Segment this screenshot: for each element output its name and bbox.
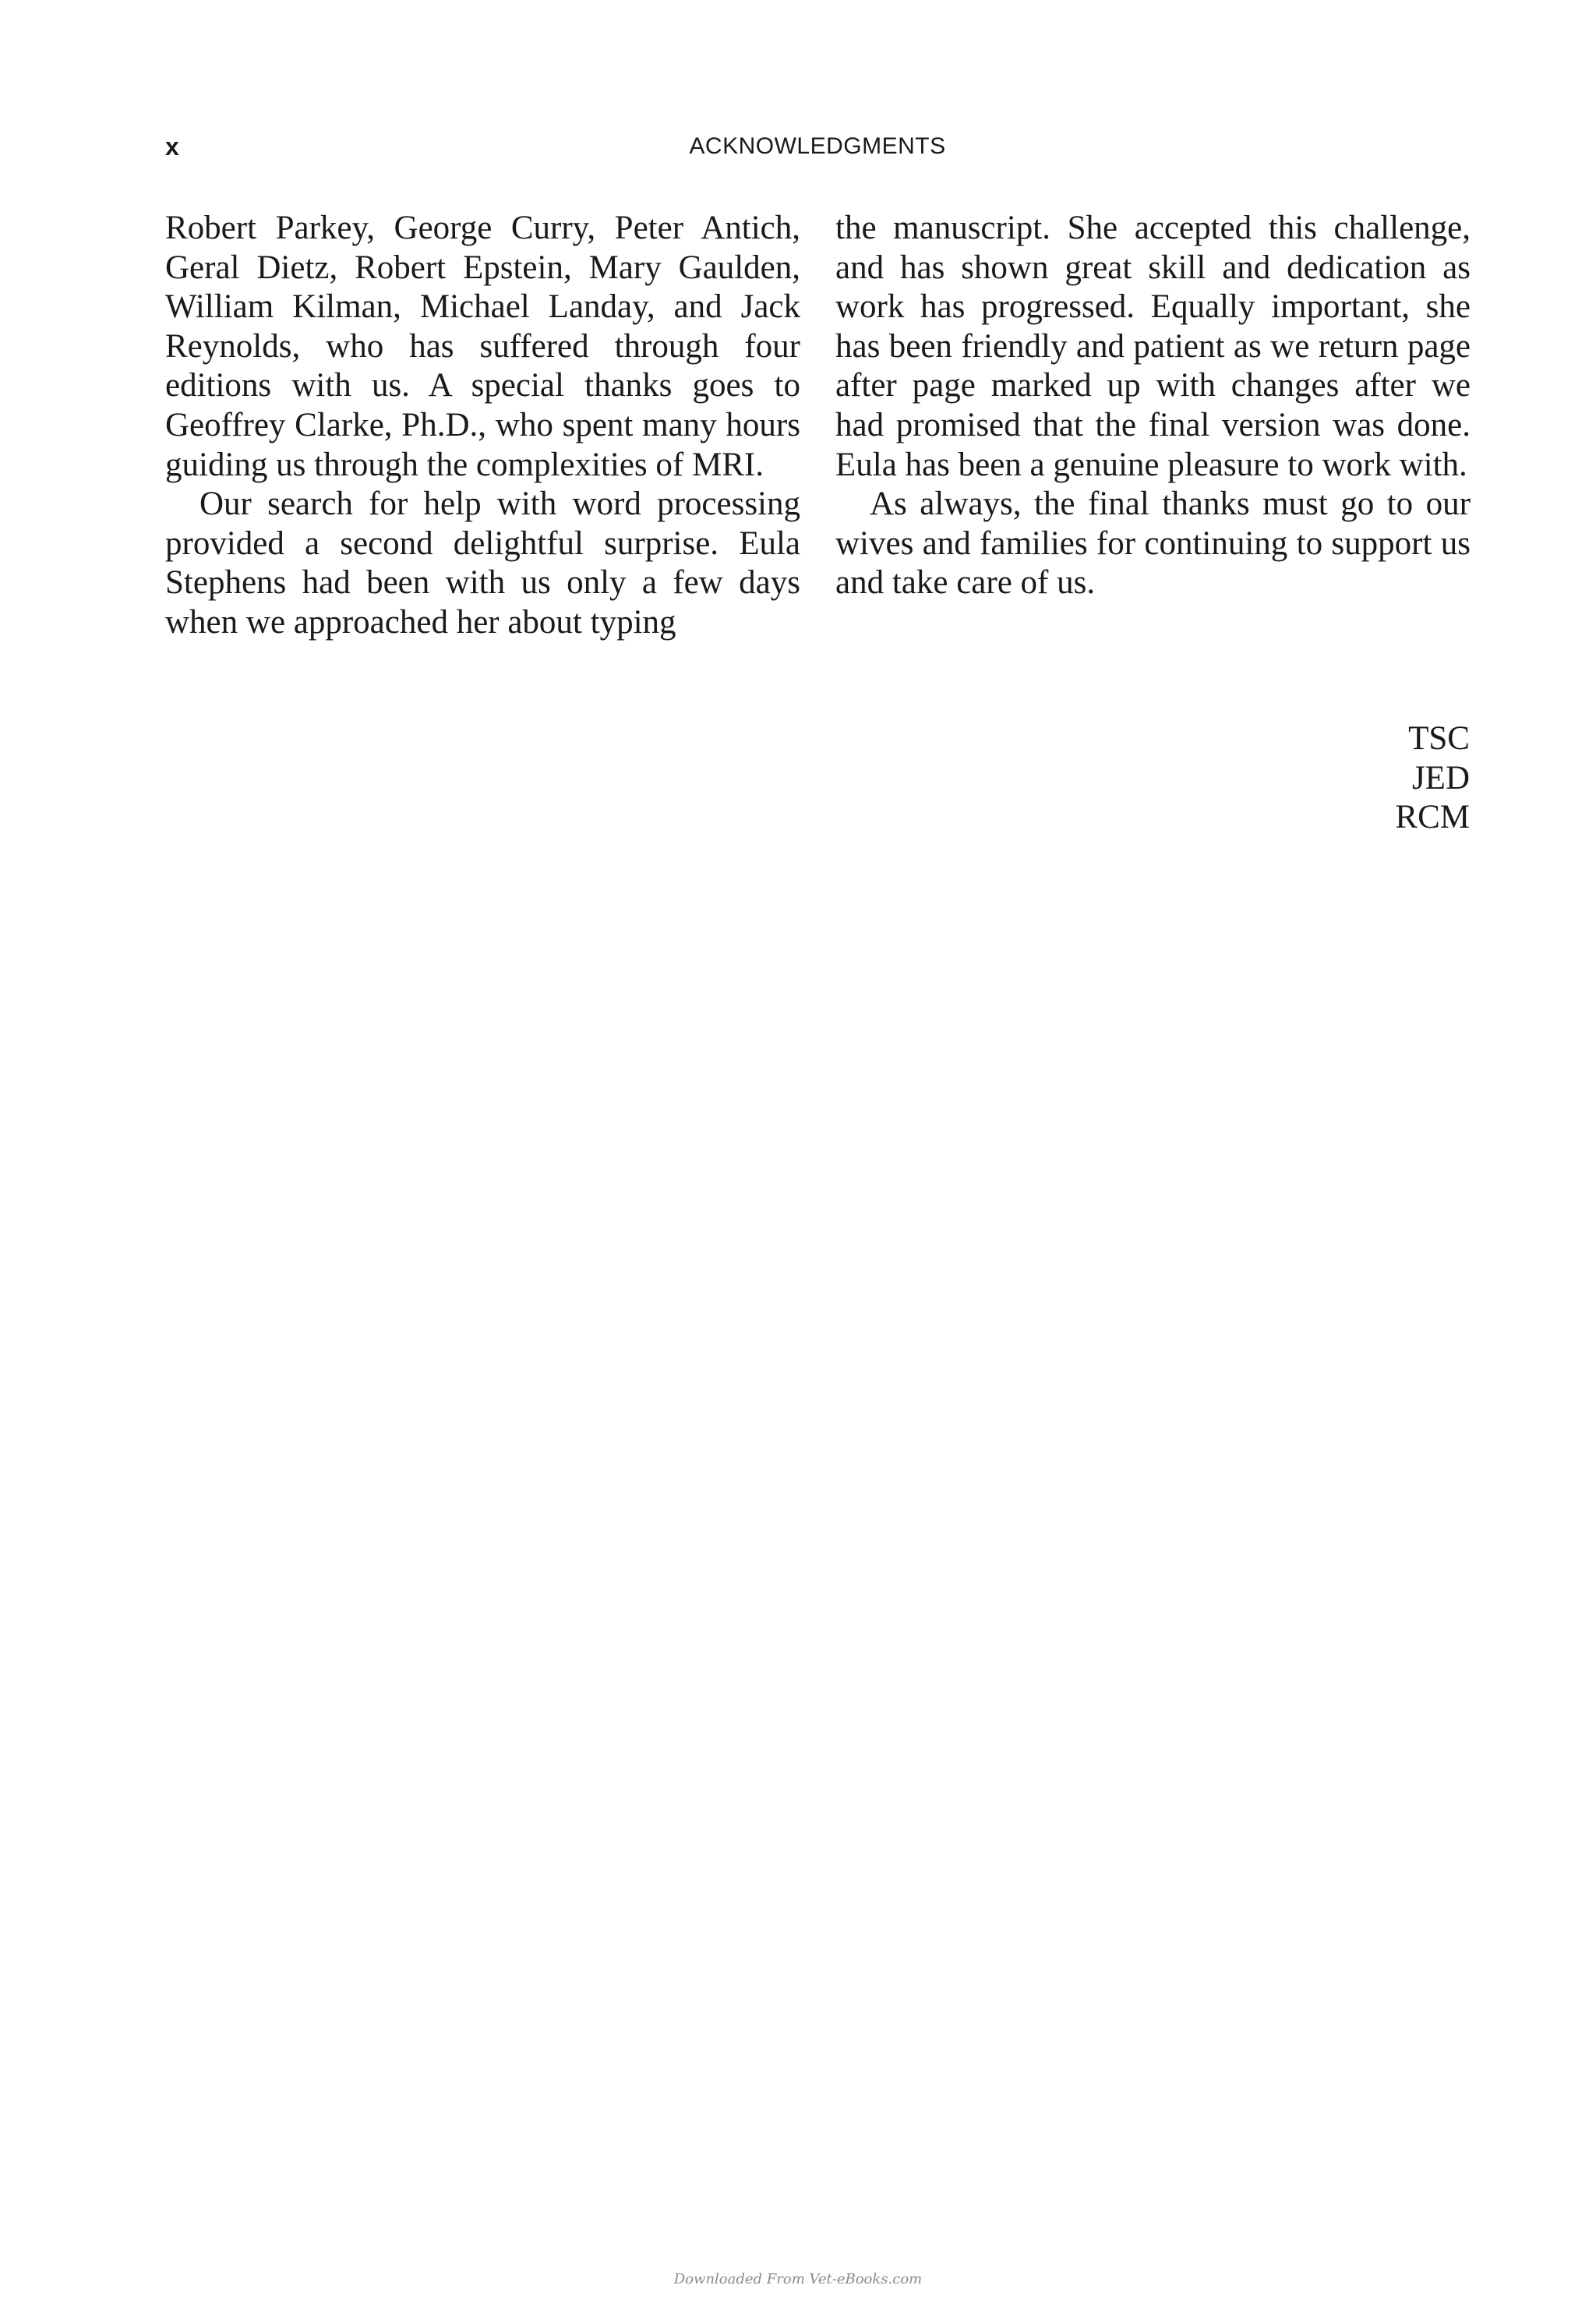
download-watermark: Downloaded From Vet-eBooks.com xyxy=(673,2271,923,2287)
author-initials xyxy=(1395,719,1470,838)
initials-rcm: RCM xyxy=(1395,799,1470,836)
right-paragraph-1: the manuscript. She accepted this challenge, and has shown great skill and dedication as work has progressed. Equally important, she has been friendly and patient as we return page after page marked up with changes after we had promised that the final version was done. Eula has been a genuine pleasure to work with. xyxy=(835,210,1471,483)
initials-tsc: TSC xyxy=(1408,720,1470,757)
running-head-title: ACKNOWLEDGMENTS xyxy=(689,133,946,159)
left-paragraph-1: Robert Parkey, George Curry, Peter Antich, Geral Dietz, Robert Epstein, Mary Gaulden, William Kilman, Michael Landay, and Jack Reynolds, who has suffered through four editions with us. A special thanks goes to Geoffrey Clarke, Ph.D., who spent many hours guiding us through the complexities of MRI. xyxy=(165,210,800,483)
running-head xyxy=(165,129,1470,164)
right-paragraph-2: As always, the final thanks must go to our wives and families for continuing to support us and take care of us. xyxy=(835,486,1471,602)
initials-jed: JED xyxy=(1411,759,1470,796)
left-column xyxy=(165,209,800,643)
right-column xyxy=(835,209,1471,603)
page-number: x xyxy=(165,132,179,161)
left-paragraph-2: Our search for help with word processing provided a second delightful surprise. Eula Stephens had been with us only a few days when we approached her about typing xyxy=(165,486,800,641)
